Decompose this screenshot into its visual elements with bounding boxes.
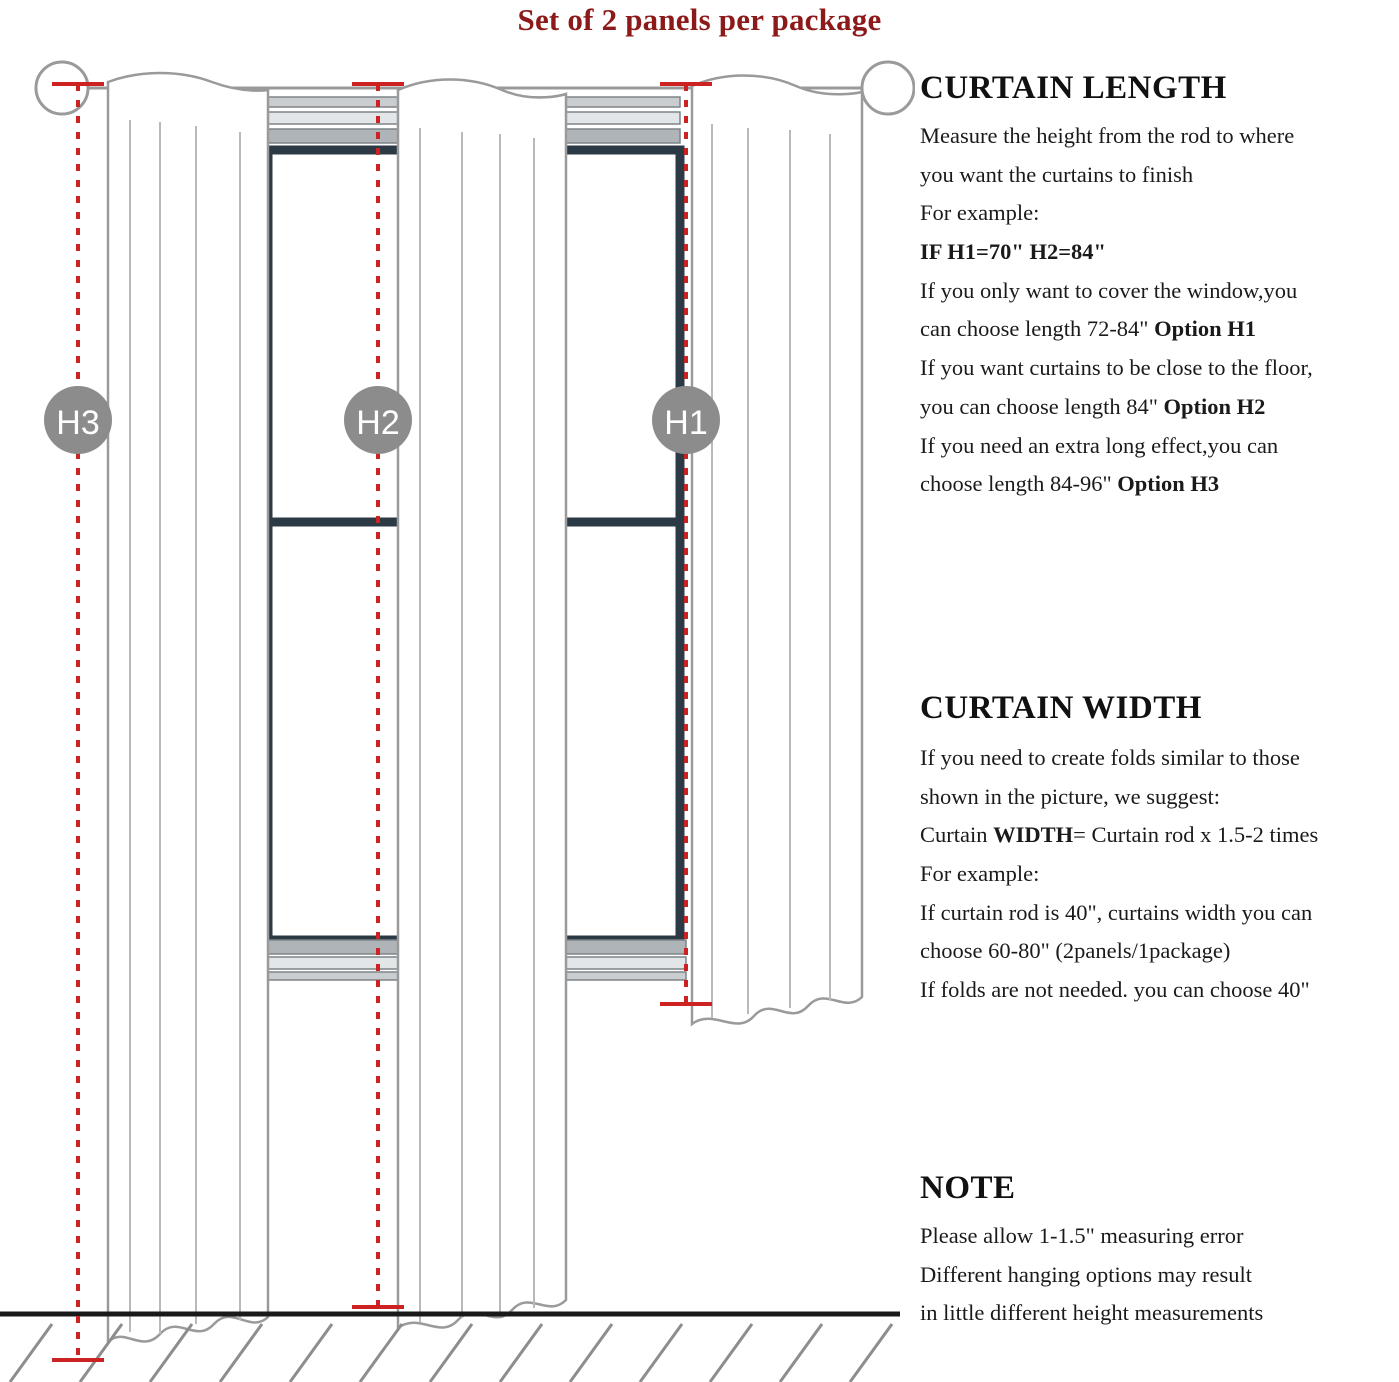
text-column [920,70,1399,1382]
option-h2-label: Option H2 [1163,393,1266,419]
measure-line-h3 [52,84,104,1360]
section-title-note: NOTE [920,1170,1016,1206]
note-line-1: Please allow 1-1.5" measuring error [920,1223,1244,1248]
width-line-5: If curtain rod is 40", curtains width you can [920,899,1313,925]
note-line-2: Different hanging options may result [920,1261,1253,1287]
label-h1: H1 [664,404,708,442]
label-h2: H2 [356,404,400,442]
length-line-10 [920,469,1399,499]
length-line-9: If you need an extra long effect,you can [920,432,1279,458]
width-line-1: If you need to create folds similar to those [920,745,1300,770]
width-keyword: WIDTH [993,822,1074,848]
length-line-1: Measure the height from the rod to where [920,123,1295,148]
length-line-10-text: choose length 84-96" [920,471,1118,497]
section-body-note [920,1221,1399,1328]
option-h3-label: Option H3 [1117,471,1220,497]
width-line-4: For example: [920,861,1040,887]
width-line-2: shown in the picture, we suggest: [920,783,1220,809]
length-line-5: If you only want to cover the window,you [920,277,1298,303]
section-curtain-length [920,70,1399,508]
option-h1-label: Option H1 [1154,316,1257,342]
section-curtain-width [920,690,1399,1014]
curtain-panel-left [108,73,268,1342]
curtain-panel-right [692,76,862,1025]
measure-line-h2 [352,84,404,1307]
section-body-curtain-length [920,121,1399,499]
length-line-8 [920,392,1399,422]
length-line-8-text: you can choose length 84" [920,393,1164,419]
banner-title: Set of 2 panels per package [517,2,882,37]
section-note [920,1170,1399,1337]
length-line-3: For example: [920,200,1040,226]
label-h3: H3 [56,404,100,442]
length-line-2: you want the curtains to finish [920,161,1194,187]
width-line-7: If folds are not needed. you can choose 40" [920,977,1310,1003]
length-example-values: IF H1=70" H2=84" [920,239,1107,265]
length-line-7: If you want curtains to be close to the floor, [920,355,1313,381]
width-line-6: choose 60-80" (2panels/1package) [920,938,1231,964]
length-line-6 [920,314,1399,344]
width-line-3-lead: Curtain [920,822,994,848]
section-title-curtain-length: CURTAIN LENGTH [920,70,1227,106]
length-line-6-text: can choose length 72-84" [920,316,1155,342]
width-line-3 [920,820,1399,850]
section-body-curtain-width [920,743,1399,1005]
section-title-curtain-width: CURTAIN WIDTH [920,690,1202,726]
note-line-3: in little different height measurements [920,1300,1264,1326]
curtain-diagram [0,42,915,1382]
width-line-3-text: = Curtain rod x 1.5-2 times [1073,822,1319,848]
length-line-4 [920,237,1399,267]
curtain-panel-middle [398,80,566,1329]
